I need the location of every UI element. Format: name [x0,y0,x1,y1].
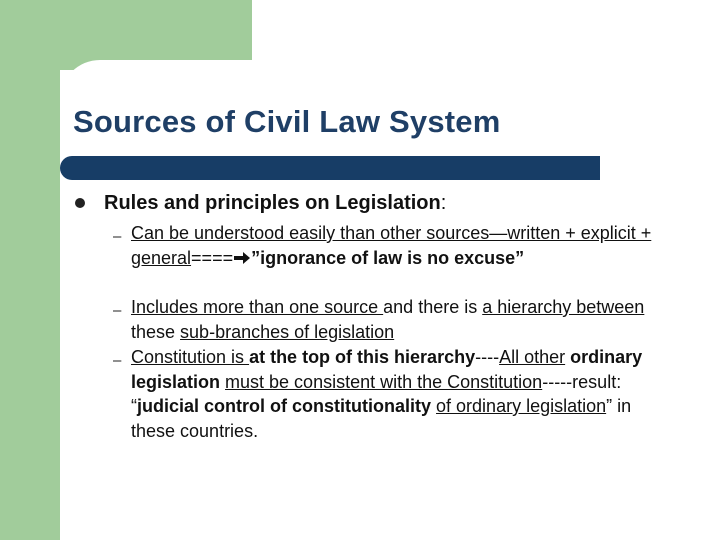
sub-bullet-2 [131,295,671,344]
sub3-result: -----result: “ [131,371,622,416]
sub3-judicial-control: judicial control of constitutionality [137,396,432,416]
bullet-heading-colon: : [440,192,447,214]
sub3-in-these-countries: ” in these countries. [131,396,632,441]
sub3-of-ordinary-legislation: of ordinary legislation [436,396,607,416]
sub-bullet-1 [131,221,671,270]
sub3-top-of-hierarchy: at the top of this hierarchy [249,347,476,367]
sub3-all-other: All other [499,347,566,367]
sub2-hierarchy: a hierarchy between [482,297,645,317]
green-side-strip [0,0,60,540]
sub3-constitution-is: Constitution is [131,347,250,367]
sub2-more-than-one-source: Includes more than one source [131,297,384,317]
sub3-dashes: ---- [475,347,500,367]
bullet-heading-text: Rules and principles on Legislation [104,192,441,214]
dash-icon: – [113,302,122,319]
bullet-heading [104,192,446,215]
dash-icon: – [113,352,122,369]
sub1-equals: ==== [191,247,234,268]
sub3-must-be-consistent: must be consistent with the Constitution [225,371,543,392]
sub2-and-there-is: and there is [383,297,483,317]
sub3-ordinary-legislation: ordinary legislation [131,347,643,392]
sub1-ignorance: ”ignorance of law is no excuse” [251,247,525,268]
dash-icon: – [113,228,122,245]
sub1-written-explicit-general: Can be understood easily than other sources—written + explicit + general [131,223,652,268]
slide-title: Sources of Civil Law System [73,104,501,139]
sub2-these: these [131,321,181,342]
sub2-sub-branches: sub-branches of legislation [180,321,395,342]
sub-bullet-3 [131,345,671,443]
bullet-dot-icon [75,198,85,208]
title-rule-bar [60,156,600,180]
right-arrow-icon [233,251,251,265]
